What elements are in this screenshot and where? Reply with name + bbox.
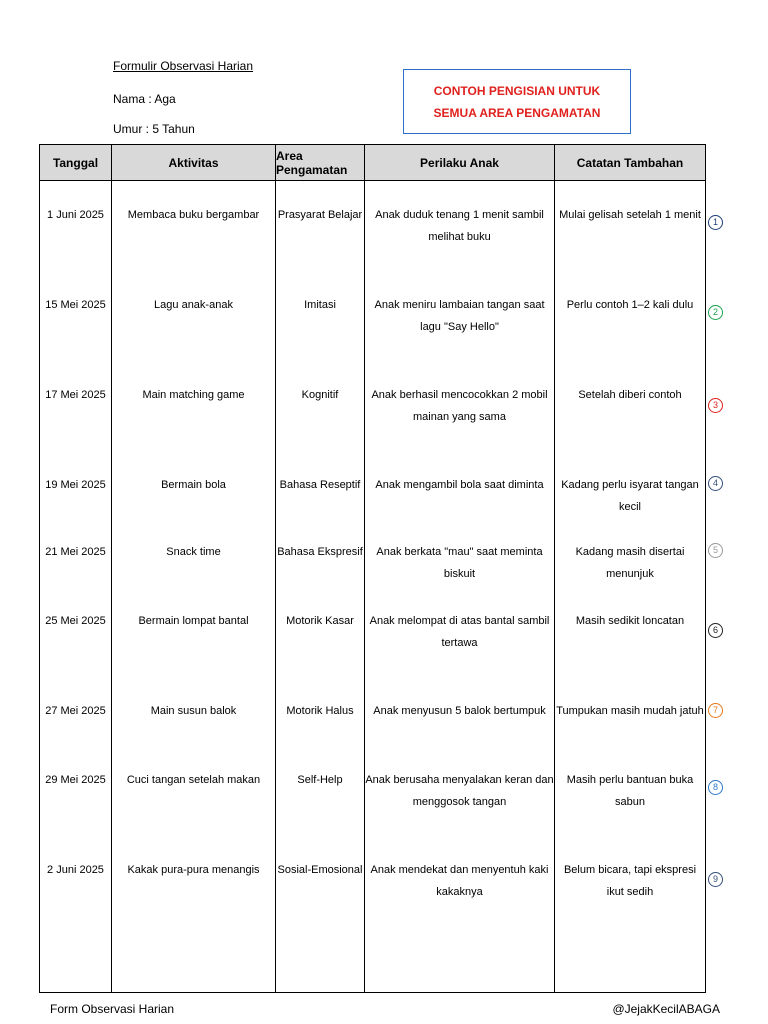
row-number-badge: 9 xyxy=(708,872,723,887)
cell-area: Imitasi xyxy=(304,299,336,311)
cell-tanggal: 17 Mei 2025 xyxy=(45,389,106,401)
column-header-area: Area Pengamatan xyxy=(276,148,348,177)
cell-area: Self-Help xyxy=(297,774,343,786)
cell-perilaku: Anak melompat di atas bantal sambil tertawa xyxy=(369,615,550,649)
cell-catatan: Belum bicara, tapi ekspresi ikut sedih xyxy=(563,864,697,898)
cell-tanggal: 15 Mei 2025 xyxy=(45,299,106,311)
cell-area: Motorik Halus xyxy=(286,705,354,717)
cell-area: Bahasa Ekspresif xyxy=(277,546,363,558)
cell-aktivitas: Kakak pura-pura menangis xyxy=(127,864,260,876)
column-header-perilaku: Perilaku Anak xyxy=(420,155,499,170)
cell-catatan: Perlu contoh 1–2 kali dulu xyxy=(566,299,694,311)
column-header-aktivitas: Aktivitas xyxy=(168,155,219,170)
row-number-badge: 3 xyxy=(708,398,723,413)
cell-perilaku: Anak duduk tenang 1 menit sambil melihat buku xyxy=(375,209,544,243)
observation-table xyxy=(39,144,706,993)
cell-catatan: Kadang masih disertai menunjuk xyxy=(575,546,685,580)
row-number-badge: 7 xyxy=(708,703,723,718)
cell-area: Sosial-Emosional xyxy=(277,864,363,876)
column-header-catatan: Catatan Tambahan xyxy=(576,155,684,170)
cell-catatan: Masih perlu bantuan buka sabun xyxy=(566,774,694,808)
cell-area: Motorik Kasar xyxy=(286,615,354,627)
cell-catatan: Masih sedikit loncatan xyxy=(575,615,685,627)
cell-perilaku: Anak mendekat dan menyentuh kaki kakaknya xyxy=(370,864,549,898)
cell-area: Prasyarat Belajar xyxy=(277,209,363,221)
cell-area: Bahasa Reseptif xyxy=(279,479,361,491)
row-number-badge: 6 xyxy=(708,623,723,638)
row-number-badge: 2 xyxy=(708,305,723,320)
cell-perilaku: Anak berkata "mau" saat meminta biskuit xyxy=(376,546,543,580)
cell-aktivitas: Cuci tangan setelah makan xyxy=(126,774,261,786)
cell-perilaku: Anak mengambil bola saat diminta xyxy=(375,479,544,491)
cell-aktivitas: Lagu anak-anak xyxy=(154,299,233,311)
cell-aktivitas: Bermain lompat bantal xyxy=(138,615,249,627)
cell-aktivitas: Main susun balok xyxy=(150,705,237,717)
cell-catatan: Mulai gelisah setelah 1 menit xyxy=(559,209,701,221)
cell-aktivitas: Snack time xyxy=(166,546,221,558)
cell-aktivitas: Bermain bola xyxy=(161,479,226,491)
row-number-badge: 4 xyxy=(708,476,723,491)
cell-catatan: Kadang perlu isyarat tangan kecil xyxy=(561,479,699,513)
cell-perilaku: Anak menyusun 5 balok bertumpuk xyxy=(373,705,546,717)
column-header-tanggal: Tanggal xyxy=(52,155,99,170)
cell-tanggal: 25 Mei 2025 xyxy=(45,615,106,627)
cell-catatan: Tumpukan masih mudah jatuh xyxy=(556,705,704,717)
cell-tanggal: 2 Juni 2025 xyxy=(47,864,104,876)
cell-perilaku: Anak berusaha menyalakan keran dan menggosok tangan xyxy=(365,774,554,808)
row-number-badge: 8 xyxy=(708,780,723,795)
form-title: Formulir Observasi Harian xyxy=(113,59,254,73)
cell-perilaku: Anak meniru lambaian tangan saat lagu "Say Hello" xyxy=(374,299,545,333)
child-name: Nama : Aga xyxy=(113,92,176,106)
cell-tanggal: 29 Mei 2025 xyxy=(45,774,106,786)
cell-tanggal: 19 Mei 2025 xyxy=(45,479,106,491)
footer-form-name: Form Observasi Harian xyxy=(50,1002,175,1016)
example-notice-box: CONTOH PENGISIAN UNTUK SEMUA AREA PENGAMATAN xyxy=(403,69,631,134)
cell-perilaku: Anak berhasil mencocokkan 2 mobil mainan yang sama xyxy=(371,389,548,423)
child-age: Umur : 5 Tahun xyxy=(113,122,195,136)
cell-tanggal: 21 Mei 2025 xyxy=(45,546,106,558)
cell-area: Kognitif xyxy=(301,389,339,401)
footer-handle: @JejakKecilABAGA xyxy=(612,1002,720,1016)
cell-aktivitas: Main matching game xyxy=(142,389,245,401)
cell-catatan: Setelah diberi contoh xyxy=(578,389,682,401)
cell-tanggal: 1 Juni 2025 xyxy=(47,209,104,221)
cell-aktivitas: Membaca buku bergambar xyxy=(127,209,260,221)
row-number-badge: 1 xyxy=(708,215,723,230)
row-number-badge: 5 xyxy=(708,543,723,558)
cell-tanggal: 27 Mei 2025 xyxy=(45,705,106,717)
